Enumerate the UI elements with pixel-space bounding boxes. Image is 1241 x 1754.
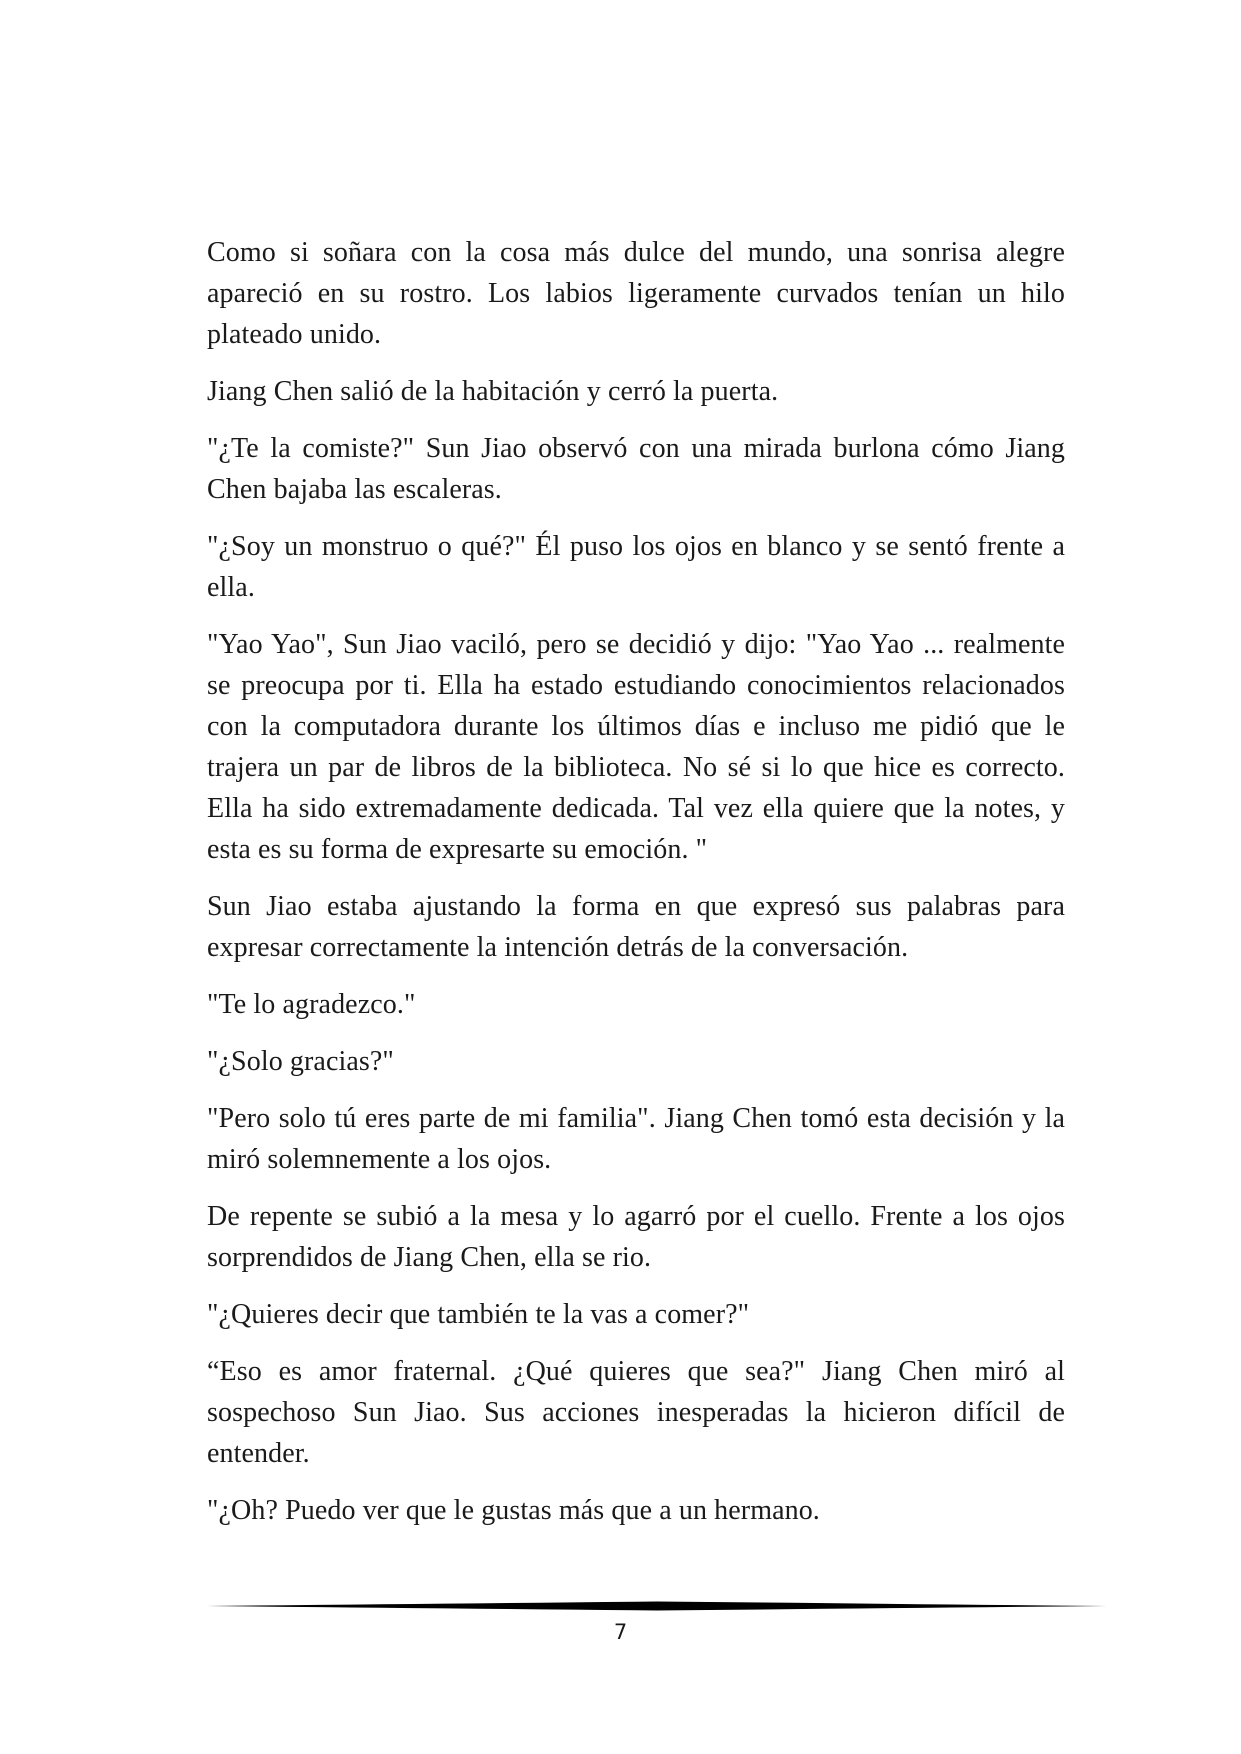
paragraph: "¿Oh? Puedo ver que le gustas más que a un hermano. <box>207 1495 820 1526</box>
paragraph: De repente se subió a la mesa y lo agarró por el cuello. Frente a los ojos sorprendidos de Jiang Chen, ella se rio. <box>207 1201 1065 1273</box>
paragraph: Sun Jiao estaba ajustando la forma en que expresó sus palabras para expresar correctamente la intención detrás de la conversación. <box>207 891 1065 963</box>
footer-divider <box>207 1600 1107 1612</box>
paragraph: Jiang Chen salió de la habitación y cerró la puerta. <box>207 376 779 407</box>
body-text <box>207 232 1065 1547</box>
paragraph: "Te lo agradezco." <box>207 989 416 1020</box>
paragraph: "¿Te la comiste?" Sun Jiao observó con una mirada burlona cómo Jiang Chen bajaba las escaleras. <box>207 433 1065 505</box>
paragraph: "¿Soy un monstruo o qué?" Él puso los ojos en blanco y se sentó frente a ella. <box>207 531 1065 603</box>
paragraph: "Yao Yao", Sun Jiao vaciló, pero se decidió y dijo: "Yao Yao ... realmente se preocupa por ti. Ella ha estado estudiando conocimientos relacionados con la computadora durante los últimos días e incluso me pidió que le trajera un par de libros de la biblioteca. No sé si lo que hice es correcto. Ella ha sido extremadamente dedicada. Tal vez ella quiere que la notes, y esta es su forma de expresarte su emoción. " <box>207 629 1065 865</box>
paragraph: “Eso es amor fraternal. ¿Qué quieres que sea?" Jiang Chen miró al sospechoso Sun Jiao. Sus acciones inesperadas la hicieron difícil de entender. <box>207 1356 1065 1469</box>
paragraph: "Pero solo tú eres parte de mi familia". Jiang Chen tomó esta decisión y la miró solemnemente a los ojos. <box>207 1103 1065 1175</box>
paragraph: Como si soñara con la cosa más dulce del mundo, una sonrisa alegre apareció en su rostro. Los labios ligeramente curvados tenían un hilo plateado unido. <box>207 237 1065 350</box>
page-number: 7 <box>613 1620 628 1644</box>
paragraph: "¿Solo gracias?" <box>207 1046 394 1077</box>
paragraph: "¿Quieres decir que también te la vas a comer?" <box>207 1299 750 1330</box>
